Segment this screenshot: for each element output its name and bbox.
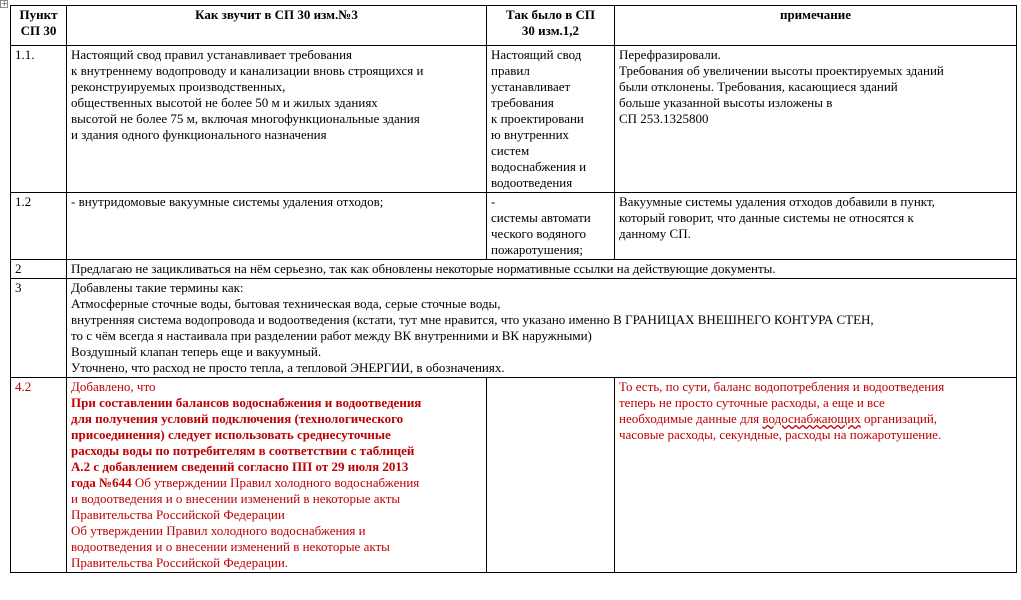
header-previous: Так было в СП 30 изм.1,2 [487, 6, 615, 46]
header-clause: Пункт СП 30 [11, 6, 67, 46]
row-number: 4.2 [11, 378, 67, 573]
comparison-table [10, 5, 1017, 573]
previous-text: Настоящий свод правил устанавливает требования к проектировани ю внутренних систем водоснабжения и водоотведения [487, 46, 615, 193]
header-current: Как звучит в СП 30 изм.№3 [67, 6, 487, 46]
mixed-line: года №644 Об утверждении Правил холодного водоснабжения [71, 475, 420, 490]
row-number: 1.1. [11, 46, 67, 193]
table-row [11, 193, 1017, 260]
current-text: Добавлено, что При составлении балансов водоснабжения и водоотведения для получения условий подключения (технологического присоединения) следует использовать среднесуточные расходы воды по потребителям в соответствии с таблицей А.2 с добавлением сведений согласно ПП от 29 июля 2013 года №644 Об утверждении Правил холодного водоснабжения и водоотведения и о внесении изменений в некоторые акты Правительства Российской Федерации Об утверждении Правил холодного водоснабжения и водоотведения и о внесении изменений в некоторые акты Правительства Российской Федерации. [67, 378, 487, 573]
current-text: - внутридомовые вакуумные системы удаления отходов; [67, 193, 487, 260]
table-row [11, 378, 1017, 573]
row-number: 2 [11, 260, 67, 279]
merged-text: Добавлены такие термины как: Атмосферные сточные воды, бытовая техническая вода, серые сточные воды, внутренняя система водопровода и водоотведения (кстати, тут мне нравится, что указано именно В ГРАНИЦАХ ВНЕШНЕГО КОНТУРА СТЕН, то с чём всегда я настаивала при разделении работ между ВК внутренними и ВК наружными) Воздушный клапан теперь еще и вакуумный. Уточнено, что расход не просто тепла, а тепловой ЭНЕРГИИ, в обозначениях. [67, 279, 1017, 378]
table-row [11, 260, 1017, 279]
row-number: 3 [11, 279, 67, 378]
header-note: примечание [615, 6, 1017, 46]
row-number: 1.2 [11, 193, 67, 260]
table-row [11, 279, 1017, 378]
previous-text [487, 378, 615, 573]
note-text: То есть, по сути, баланс водопотребления и водоотведения теперь не просто суточные расходы, а еще и все необходимые данные для водоснабжающих организаций, часовые расходы, секундные, расходы на пожаротушение. [615, 378, 1017, 573]
previous-text: - системы автомати ческого водяного пожаротушения; [487, 193, 615, 260]
note-line-wavy: необходимые данные для водоснабжающих организаций, [619, 411, 938, 426]
table-row [11, 46, 1017, 193]
spelling-underline: водоснабжающих [762, 411, 861, 426]
note-text: Перефразировали. Требования об увеличении высоты проектируемых зданий были отклонены. Требования, касающиеся зданий больше указанной высоты изложены в СП 253.1325800 [615, 46, 1017, 193]
table-anchor-icon[interactable]: + [1, 0, 8, 8]
current-text: Настоящий свод правил устанавливает требования к внутреннему водопроводу и канализации вновь строящихся и реконструируемых производственных, общественных высотой не более 50 м и жилых зданиях высотой не более 75 м, включая многофункциональные здания и здания одного функционального назначения [67, 46, 487, 193]
note-text: Вакуумные системы удаления отходов добавили в пункт, который говорит, что данные системы не относятся к данному СП. [615, 193, 1017, 260]
header-row [11, 6, 1017, 46]
merged-text: Предлагаю не зацикливаться на нём серьезно, так как обновлены некоторые нормативные ссылки на действующие документы. [67, 260, 1017, 279]
